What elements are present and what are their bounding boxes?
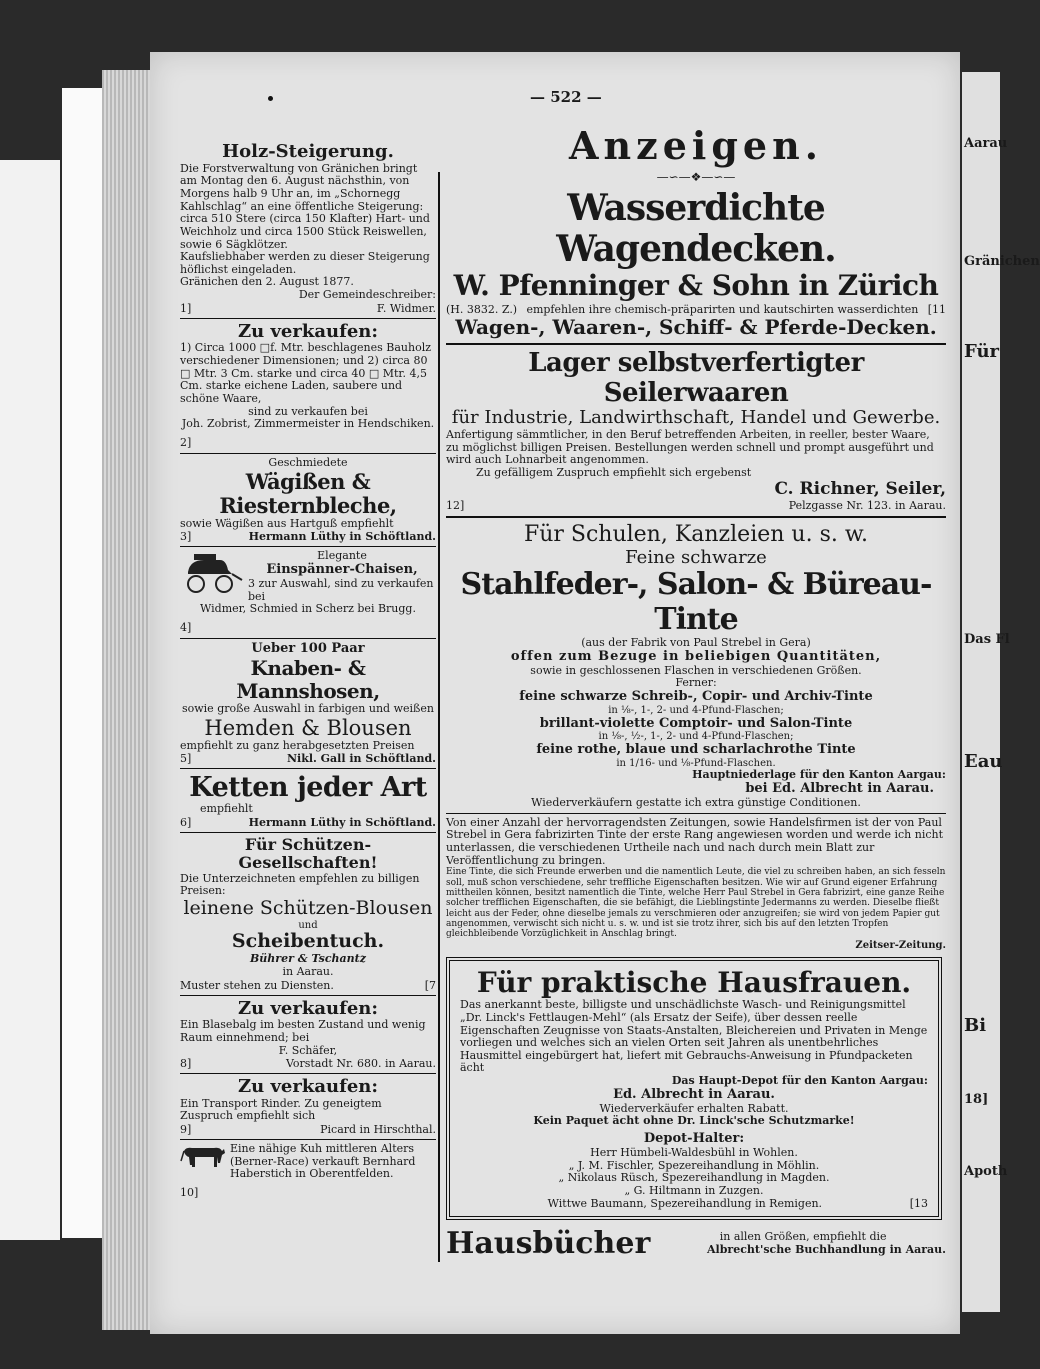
ad-richner [446, 349, 946, 513]
ad-signature: Albrecht'sche Buchhandlung in Aarau. [707, 1242, 946, 1256]
ad-title: Zu verkaufen: [237, 320, 379, 342]
divider [180, 768, 436, 769]
ad-number: 9] [180, 1123, 192, 1137]
ad-title: Ketten jeder Art [189, 772, 427, 804]
divider [180, 638, 436, 639]
section-heading: Anzeigen. [569, 123, 823, 168]
ad-title-2: Hemden & Blousen [204, 715, 412, 740]
ad-chaisen [180, 550, 436, 603]
ad-title: Knaben- & Mannshosen, [236, 655, 380, 703]
ad-title: Holz-Steigerung. [222, 141, 394, 162]
ad-closing: Zu gefälligem Zuspruch empfiehlt sich ergebenst [476, 466, 752, 480]
fragment-text: Das Fl [964, 632, 1010, 647]
ad-tinte [446, 522, 946, 951]
ad-title: Lager selbstverfertigter Seilerwaaren [528, 347, 864, 408]
ad-body: sowie große Auswahl in farbigen und weißen [181, 701, 434, 715]
background-page-edge [0, 160, 60, 1240]
ad-body: Ein Transport Rinder. Zu geneigtem Zuspruch empfiehlt sich [180, 1096, 382, 1123]
ad-product: brillant-violette Comptoir- und Salon-Tinte [539, 715, 853, 731]
ad-number: [11 [927, 302, 946, 316]
ad-body: empfiehlt zu ganz herabgesetzten Preisen [180, 738, 415, 752]
ad-pretitle: Ueber 100 Paar [251, 640, 365, 656]
fragment-text: Aarau [964, 136, 1008, 151]
ad-number: 3] [180, 530, 192, 544]
ad-schuetzen [180, 836, 436, 992]
newspaper-page [150, 52, 960, 1334]
depot-holder: „ G. Hiltmann in Zuzgen. [624, 1183, 764, 1197]
ad-title: Hausbücher [446, 1226, 651, 1262]
left-column [180, 142, 436, 1200]
ad-zu-verkaufen-3 [180, 1077, 436, 1136]
ad-title: Für praktische Hausfrauen. [476, 966, 912, 1000]
ad-waegissen [180, 457, 436, 544]
ad-body: empfiehlt [200, 802, 253, 816]
ad-title: Für Schulen, Kanzleien u. s. w. [523, 522, 869, 548]
ad-signature: Hermann Lüthy in Schöftland. [248, 530, 436, 544]
ad-title: Zu verkaufen: [237, 997, 379, 1019]
ad-depot: Das Haupt-Depot für den Kanton Aargau: [671, 1074, 928, 1088]
ad-product: feine rothe, blaue und scharlachrothe Tinte [536, 741, 856, 757]
ad-title: Wägißen & Riesternbleche, [219, 468, 397, 518]
ad-body: empfehlen ihre chemisch-präparirten und kautschirten wasserdichten [526, 302, 919, 316]
ad-title: Wasserdichte Wagendecken. [556, 186, 836, 271]
ad-warning: Kein Paquet ächt ohne Dr. Linck'sche Schutzmarke! [533, 1114, 855, 1128]
ad-pretitle: Elegante [317, 549, 367, 563]
ad-body: sowie Wägißen aus Hartguß empfiehlt [180, 516, 394, 530]
fragment-text: Eau [964, 751, 1003, 772]
page-number: — 522 — [530, 88, 602, 106]
ad-title: Zu verkaufen: [237, 1076, 379, 1098]
ad-title: Für Schützen-Gesellschaften! [238, 835, 378, 873]
page-stack [102, 70, 152, 1330]
ad-body: Die Unterzeichneten empfehlen zu billigen Preisen: [180, 871, 420, 898]
fragment-text: Bi [964, 1015, 987, 1036]
ad-hausbuecher [446, 1226, 946, 1261]
ad-products: Wagen-, Waaren-, Schiff- & Pferde-Decken. [455, 314, 937, 339]
carriage-icon [180, 550, 242, 594]
ad-conjunction: und [298, 919, 318, 931]
ad-ferner: Ferner: [675, 676, 717, 690]
ad-depot-name: Ed. Albrecht in Aarau. [613, 1086, 775, 1102]
book-edge-strip [62, 88, 104, 1238]
ad-body: Eine nähige Kuh mittleren Alters (Berner-Race) verkauft Bernhard Haberstich in Oberentfelden. [230, 1142, 416, 1181]
ad-signature: Joh. Zobrist, Zimmermeister in Hendschiken. [181, 417, 435, 431]
ad-offer: offen zum Bezuge in beliebigen Quantitäten, [510, 648, 882, 664]
ad-signature: Bührer & Tschantz [250, 952, 366, 966]
fragment-text: Für [964, 341, 1000, 362]
cow-icon [180, 1143, 226, 1169]
ad-reference: (H. 3832. Z.) [446, 302, 518, 316]
right-column [446, 124, 946, 1261]
ad-signature: Widmer, Schmied in Scherz bei Brugg. [200, 602, 416, 616]
ad-product-sizes: in ⅛-, 1-, 2- und 4-Pfund-Flaschen; [608, 705, 784, 717]
ad-number: 10] [180, 1186, 199, 1200]
ad-signature-label: Der Gemeindeschreiber: [298, 288, 436, 302]
ad-number: [13 [909, 1197, 928, 1211]
divider [180, 546, 436, 547]
ad-title-2: leinene Schützen-Blousen [183, 897, 433, 920]
ad-pretitle: Feine schwarze [625, 546, 767, 568]
divider [446, 813, 946, 814]
ad-number: 6] [180, 816, 192, 830]
divider [180, 1073, 436, 1074]
ad-body: Kaufsliebhaber werden zu dieser Steigerung höflichst eingeladen. [180, 250, 430, 276]
ad-body: Muster stehen zu Diensten. [180, 978, 334, 992]
divider [180, 318, 436, 319]
ad-number: 8] [180, 1057, 192, 1071]
ad-depot-name: bei Ed. Albrecht in Aarau. [745, 781, 934, 797]
ad-firm: W. Pfenninger & Sohn in Zürich [453, 269, 939, 303]
ad-depot: Hauptniederlage für den Kanton Aargau: [692, 768, 946, 782]
depot-holder: Wittwe Baumann, Spezereihandlung in Remigen. [547, 1197, 823, 1211]
ad-subtitle: für Industrie, Landwirthschaft, Handel und Gewerbe. [451, 407, 941, 429]
ad-signature: Hermann Lüthy in Schöftland. [248, 816, 436, 830]
ad-holders-title: Depot-Halter: [643, 1130, 745, 1146]
ad-hausfrauen [446, 957, 942, 1220]
ad-signature: F. Schäfer, [278, 1043, 338, 1057]
depot-holder: „ Nikolaus Rüsch, Spezereihandlung in Magden. [558, 1171, 830, 1185]
ad-pretitle: Geschmiedete [268, 455, 348, 469]
ad-pfenninger [446, 188, 946, 339]
ad-product-title: Stahlfeder-, Salon- & Büreau-Tinte [460, 567, 932, 637]
ad-date: Gränichen den 2. August 1877. [180, 275, 354, 289]
fragment-text: Gränichen [964, 254, 1040, 269]
ad-signature: F. Widmer. [376, 301, 436, 315]
ad-kuh [180, 1143, 436, 1181]
ad-body: 1) Circa 1000 □f. Mtr. beschlagenes Bauholz verschiedener Dimensionen; und 2) circa 80 □ Mtr. 3 Cm. starke und circa 40 □ Mtr. 4,5 Cm. starke eichene Laden, saubere und schöne Waare, [180, 341, 432, 405]
ad-product: feine schwarze Schreib-, Copir- und Archiv-Tinte [519, 689, 873, 705]
column-rule [438, 172, 440, 1262]
ad-hosen [180, 642, 436, 765]
ad-zu-verkaufen-1 [180, 322, 436, 450]
ad-number: 2] [180, 435, 192, 449]
ad-holz-steigerung [180, 142, 436, 315]
ad-source: (aus der Fabrik von Paul Strebel in Gera) [581, 636, 811, 650]
ad-signature-place: in Aarau. [282, 964, 334, 978]
ad-address: Vorstadt Nr. 680. in Aarau. [285, 1057, 436, 1071]
ad-number: 4] [180, 620, 192, 634]
ad-testimonial: Von einer Anzahl der hervorragendsten Zeitungen, sowie Handelsfirmen ist der von Paul Strebel in Gera fabrizirten Tinte der erste Rang angewiesen worden und werde ich nicht unterlassen, die verschiedenen Urtheile nach und nach durch mein Blatt zur Veröffentlichung zu bringen. [446, 815, 944, 867]
divider [180, 995, 436, 996]
ad-zu-verkaufen-2 [180, 999, 436, 1071]
ad-body: sind zu verkaufen bei [248, 404, 368, 418]
ad-body: 3 zur Auswahl, sind zu verkaufen bei [248, 577, 434, 603]
ad-signature: C. Richner, Seiler, [774, 478, 946, 499]
divider [180, 1139, 436, 1140]
ink-dot [268, 96, 273, 101]
ad-product-sizes: in 1/16- und ⅛-Pfund-Flaschen. [616, 757, 776, 769]
ornament-divider: —∽—❖—∽— [656, 169, 736, 184]
ad-product-sizes: in ⅛-, ½-, 1-, 2- und 4-Pfund-Flaschen; [598, 731, 794, 743]
ad-title: Einspänner-Chaisen, [266, 562, 418, 578]
ad-body: in allen Größen, empfiehlt die [719, 1230, 887, 1244]
divider [446, 343, 946, 345]
next-page-fragment [962, 72, 1040, 1312]
depot-holder: Herr Hümbeli-Waldesbühl in Wohlen. [590, 1145, 798, 1159]
ad-ketten [180, 772, 436, 829]
ad-body: Das anerkannt beste, billigste und unschädlichste Wasch- und Reinigungsmittel „Dr. Linck's Fettlaugen-Mehl“ (als Ersatz der Seife), über dessen reelle Eigenschaften Zeugnisse von Staats-Anstalten, Bleichereien und Privaten in Menge vorliegen und welches sich an vielen Orten seit Jahren als unentbehrliches Hausmittel eingebürgert hat, liefert mit Gebrauchs-Anweisung in Pfundpacketen ächt [460, 998, 928, 1075]
ad-number: [7 [424, 978, 436, 992]
ad-body: circa 510 Stere (circa 150 Klafter) Hart- und Weichholz und circa 1500 Stück Reiswellen, sowie 6 Sägklötzer. [180, 212, 430, 251]
ad-resale: Wiederverkäufer erhalten Rabatt. [599, 1101, 789, 1115]
divider [180, 453, 436, 454]
ad-body: Anfertigung sämmtlicher, in den Beruf betreffenden Arbeiten, in reeller, bester Waare, zu möglichst billigen Preisen. Bestellungen werden schnell und prompt ausgeführt und wird auch Lohnarbeit angenommen. [446, 428, 934, 467]
ad-number: 12] [446, 499, 465, 513]
ad-number: 5] [180, 752, 192, 766]
ad-testimonial-source: Zeitser-Zeitung. [855, 939, 946, 951]
divider [446, 516, 946, 518]
fragment-text: 18] [964, 1092, 989, 1107]
ad-signature: Picard in Hirschthal. [320, 1123, 436, 1137]
ad-offer-2: sowie in geschlossenen Flaschen in verschiedenen Größen. [530, 663, 862, 677]
depot-holder: „ J. M. Fischler, Spezereihandlung in Möhlin. [568, 1158, 820, 1172]
ad-number: 1] [180, 301, 192, 315]
ad-signature: Nikl. Gall in Schöftland. [286, 752, 436, 766]
ad-resale: Wiederverkäufern gestatte ich extra günstige Conditionen. [531, 795, 861, 809]
ad-address: Pelzgasse Nr. 123. in Aarau. [788, 499, 946, 513]
ad-title-3: Scheibentuch. [231, 930, 385, 953]
fragment-text: Apoth [964, 1164, 1008, 1179]
divider [180, 832, 436, 833]
ad-testimonial-2: Eine Tinte, die sich Freunde erwerben und die namentlich Leute, die viel zu schreiben haben, an sich fesseln soll, muß schon verschiedene, sehr treffliche Eigenschaften besitzen. Wie wir auf Grund eigener Erfahrung mittheilen können, besitzt namentlich die Tinte, welche Herr Paul Strebel in Gera fabrizirt, eine ganze Reihe solcher trefflichen Eigenschaften, die sie befähigt, die Lieblingstinte Jedermanns zu werden. Dieselbe fließt leicht aus der Feder, ohne dieselbe jemals zu verschmieren oder anzugreifen; sie wird von jedem Papier gut angenommen, verwischt sich nicht u. s. w. und ist sie trotz ihrer, sich bis auf den letzten Tropfen gleichbleibende Vorzüglichkeit in Anschlag bringt. [446, 867, 946, 940]
ad-body: Ein Blasebalg im besten Zustand und wenig Raum einnehmend; bei [180, 1018, 426, 1044]
ad-body: Die Forstverwaltung von Gränichen bringt am Montag den 6. August nächsthin, von Morgens halb 9 Uhr an, im „Schornegg Kahlschlag“ an eine öffentliche Steigerung: [180, 161, 424, 213]
